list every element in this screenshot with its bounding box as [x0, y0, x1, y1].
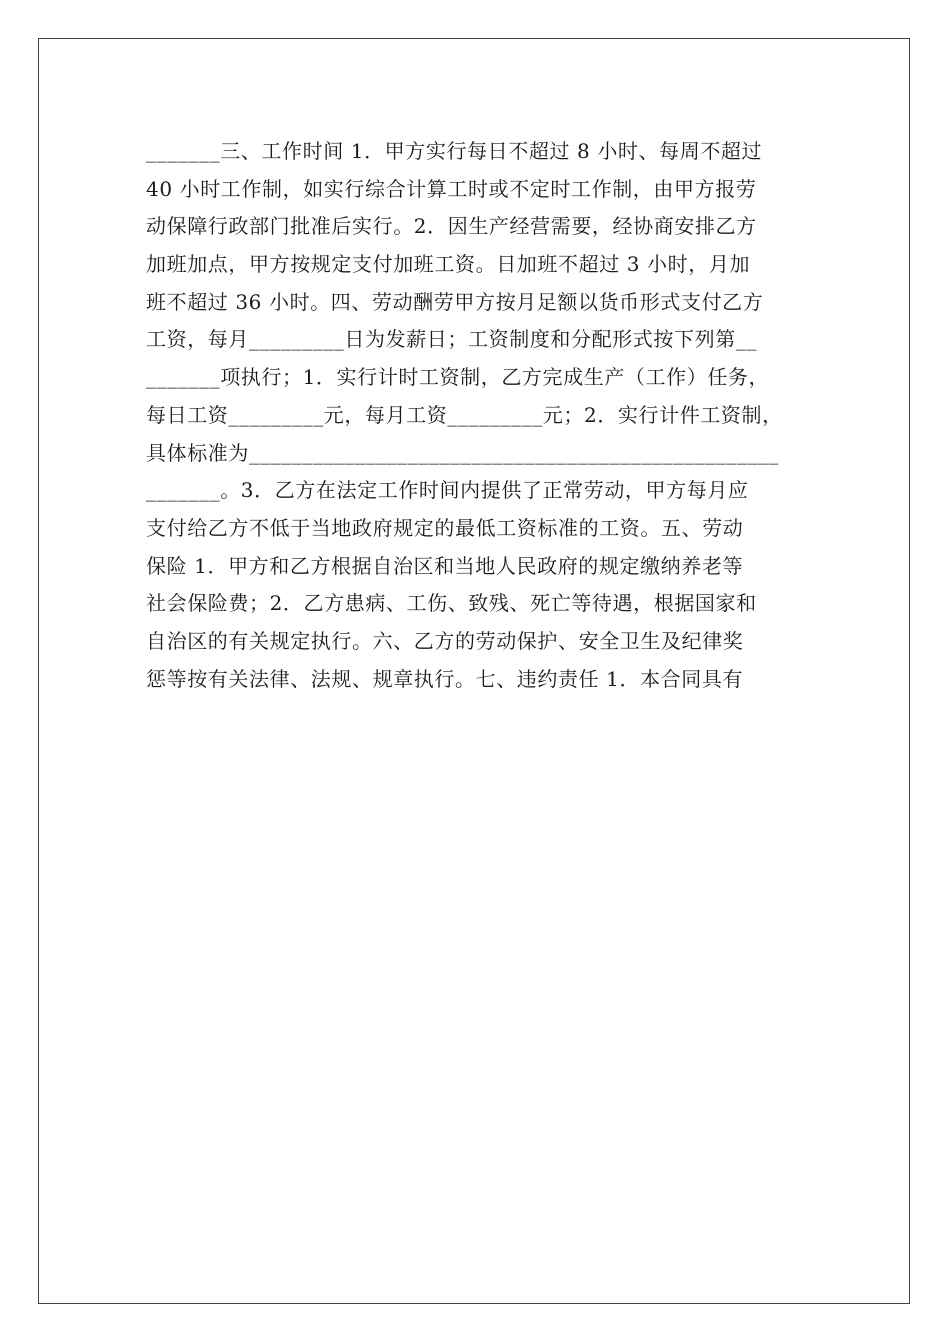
text-line: _______。3．乙方在法定工作时间内提供了正常劳动，甲方每月应: [146, 478, 749, 503]
text-line: 支付给乙方不低于当地政府规定的最低工资标准的工资。五、劳动: [146, 515, 744, 540]
text-line: 动保障行政部门批准后实行。2．因生产经营需要，经协商安排乙方: [146, 214, 757, 239]
text-line: 每日工资_________元，每月工资_________元；2．实行计件工资制，: [146, 402, 783, 427]
text-line: 班不超过 36 小时。四、劳动酬劳甲方按月足额以货币形式支付乙方: [146, 289, 764, 314]
text-line: _______三、工作时间 1．甲方实行每日不超过 8 小时、每周不超过: [146, 139, 763, 163]
text-line: 保险 1．甲方和乙方根据自治区和当地人民政府的规定缴纳养老等: [146, 553, 744, 578]
text-line: 自治区的有关规定执行。六、乙方的劳动保护、安全卫生及纪律奖: [146, 628, 744, 653]
text-line: 惩等按有关法律、法规、规章执行。七、违约责任 1．本合同具有: [146, 666, 744, 691]
document-body: [146, 133, 826, 698]
text-line: 具体标准为__________________________________________________: [146, 440, 779, 465]
text-line: 工资，每月_________日为发薪日；工资制度和分配形式按下列第__: [146, 327, 757, 352]
text-line: _______项执行；1．实行计时工资制，乙方完成生产（工作）任务，: [146, 365, 770, 390]
text-line: 社会保险费；2．乙方患病、工伤、致残、死亡等待遇，根据国家和: [146, 591, 757, 616]
text-line: 加班加点，甲方按规定支付加班工资。日加班不超过 3 小时，月加: [146, 252, 751, 277]
text-line: 40 小时工作制，如实行综合计算工时或不定时工作制，由甲方报劳: [146, 176, 757, 201]
